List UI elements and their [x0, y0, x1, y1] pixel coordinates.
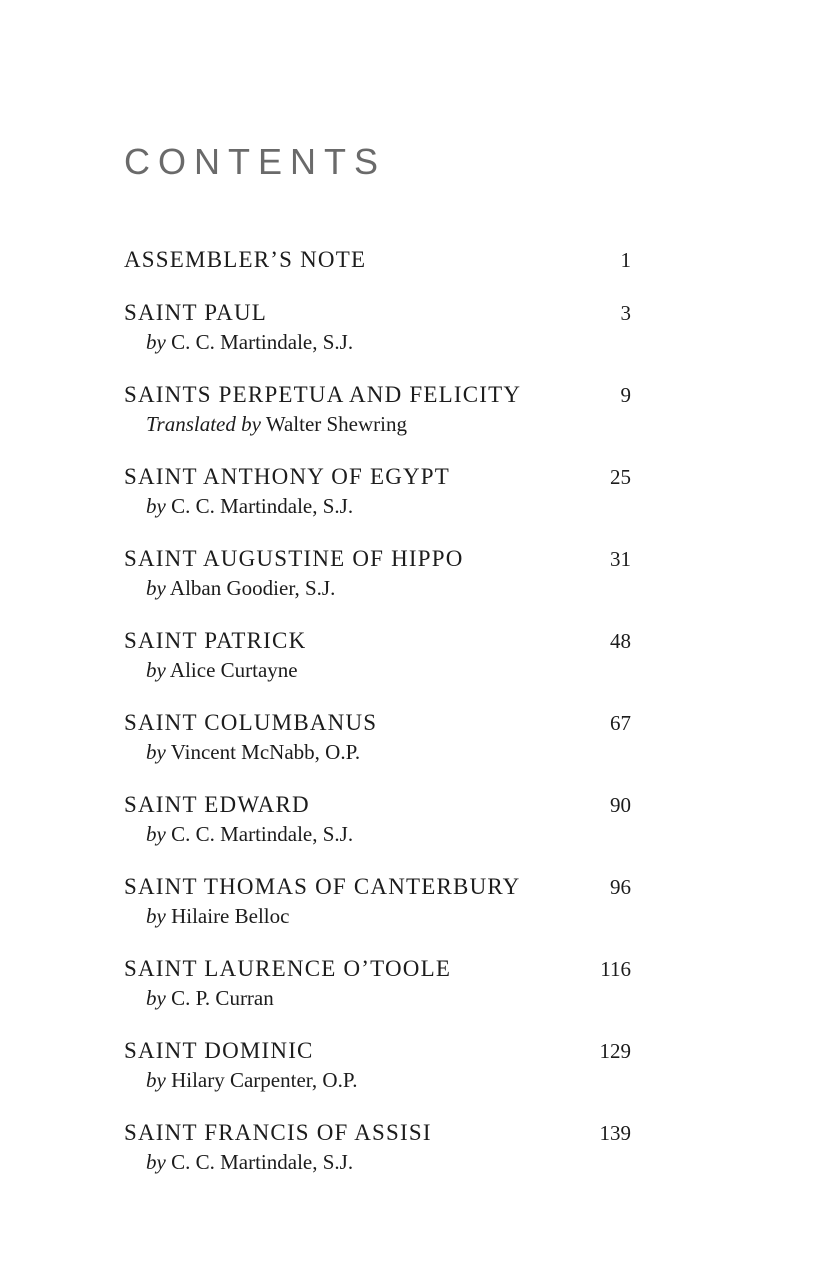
toc-entry-byline [146, 1148, 631, 1176]
toc-entry-byline-author: Alban Goodier, S.J. [169, 576, 336, 600]
toc-entry-title: SAINT PATRICK [124, 628, 307, 653]
toc-entry-page-number: 1 [620, 248, 631, 272]
toc-entry-page-number: 139 [599, 1121, 631, 1145]
toc-entry-row [124, 1037, 631, 1065]
toc-entry-byline [146, 492, 631, 520]
toc-entry-page-number: 90 [610, 793, 631, 817]
toc-entry-title: SAINT COLUMBANUS [124, 710, 378, 735]
toc-entry-byline [146, 738, 631, 766]
toc-entry [124, 873, 631, 930]
toc-entry-byline-prefix: by [146, 740, 166, 764]
toc-entry-title: SAINT PAUL [124, 300, 268, 325]
toc-entry-byline [146, 984, 631, 1012]
toc-list [124, 246, 631, 1176]
toc-entry [124, 627, 631, 684]
toc-entry-page-number: 129 [599, 1039, 631, 1063]
toc-entry-row [124, 299, 631, 327]
toc-entry-title: SAINT AUGUSTINE OF HIPPO [124, 546, 464, 571]
toc-entry-byline-author: C. C. Martindale, S.J. [171, 822, 354, 846]
toc-entry-row [124, 246, 631, 274]
toc-entry-byline-prefix: by [146, 1068, 166, 1092]
toc-entry [124, 709, 631, 766]
toc-entry-byline-author: C. C. Martindale, S.J. [171, 330, 354, 354]
toc-entry-page-number: 25 [610, 465, 631, 489]
toc-entry-byline-author: C. P. Curran [171, 986, 274, 1010]
toc-entry-byline-author: Alice Curtayne [169, 658, 298, 682]
toc-entry-title: SAINT ANTHONY OF EGYPT [124, 464, 451, 489]
toc-entry-row [124, 1119, 631, 1147]
toc-entry-byline [146, 574, 631, 602]
toc-entry-byline-prefix: by [146, 658, 166, 682]
toc-entry [124, 246, 631, 274]
toc-entry-byline-author: Walter Shewring [265, 412, 407, 436]
toc-entry-title: SAINTS PERPETUA AND FELICITY [124, 382, 522, 407]
toc-entry-byline-author: C. C. Martindale, S.J. [171, 1150, 354, 1174]
toc-entry-row [124, 955, 631, 983]
toc-entry-byline-prefix: by [146, 904, 166, 928]
toc-entry-page-number: 48 [610, 629, 631, 653]
toc-entry-row [124, 873, 631, 901]
toc-entry-title: SAINT DOMINIC [124, 1038, 314, 1063]
toc-entry [124, 299, 631, 356]
toc-entry [124, 463, 631, 520]
toc-entry-byline-prefix: Translated by [146, 412, 261, 436]
toc-entry-row [124, 545, 631, 573]
toc-entry-byline [146, 1066, 631, 1094]
toc-entry [124, 791, 631, 848]
toc-entry [124, 955, 631, 1012]
toc-entry-page-number: 31 [610, 547, 631, 571]
toc-entry-row [124, 381, 631, 409]
toc-entry-byline-author: C. C. Martindale, S.J. [171, 494, 354, 518]
toc-entry-byline-prefix: by [146, 330, 166, 354]
toc-entry-byline [146, 820, 631, 848]
toc-entry-byline [146, 656, 631, 684]
toc-entry-byline-author: Hilary Carpenter, O.P. [171, 1068, 358, 1092]
toc-entry-page-number: 9 [620, 383, 631, 407]
toc-entry-title: ASSEMBLER’S NOTE [124, 247, 367, 272]
toc-entry-title: SAINT EDWARD [124, 792, 310, 817]
toc-entry-byline [146, 410, 631, 438]
toc-entry-row [124, 627, 631, 655]
toc-entry-title: SAINT FRANCIS OF ASSISI [124, 1120, 432, 1145]
page-title: CONTENTS [124, 141, 386, 182]
toc-entry-page-number: 96 [610, 875, 631, 899]
toc-entry [124, 545, 631, 602]
toc-entry [124, 381, 631, 438]
toc-entry-byline-prefix: by [146, 986, 166, 1010]
toc-entry-page-number: 3 [620, 301, 631, 325]
toc-entry-byline-prefix: by [146, 494, 166, 518]
toc-entry-byline-author: Vincent McNabb, O.P. [170, 740, 361, 764]
toc-entry-title: SAINT LAURENCE O’TOOLE [124, 956, 452, 981]
toc-entry-row [124, 463, 631, 491]
toc-entry-byline-prefix: by [146, 822, 166, 846]
toc-entry [124, 1119, 631, 1176]
toc-entry-title: SAINT THOMAS OF CANTERBURY [124, 874, 521, 899]
contents-column [124, 140, 631, 1201]
toc-entry-byline [146, 328, 631, 356]
toc-entry-byline-author: Hilaire Belloc [171, 904, 290, 928]
toc-entry-byline-prefix: by [146, 1150, 166, 1174]
toc-entry-page-number: 116 [600, 957, 631, 981]
toc-entry-row [124, 791, 631, 819]
toc-entry-byline [146, 902, 631, 930]
toc-entry-page-number: 67 [610, 711, 631, 735]
toc-entry [124, 1037, 631, 1094]
toc-entry-byline-prefix: by [146, 576, 166, 600]
toc-entry-row [124, 709, 631, 737]
